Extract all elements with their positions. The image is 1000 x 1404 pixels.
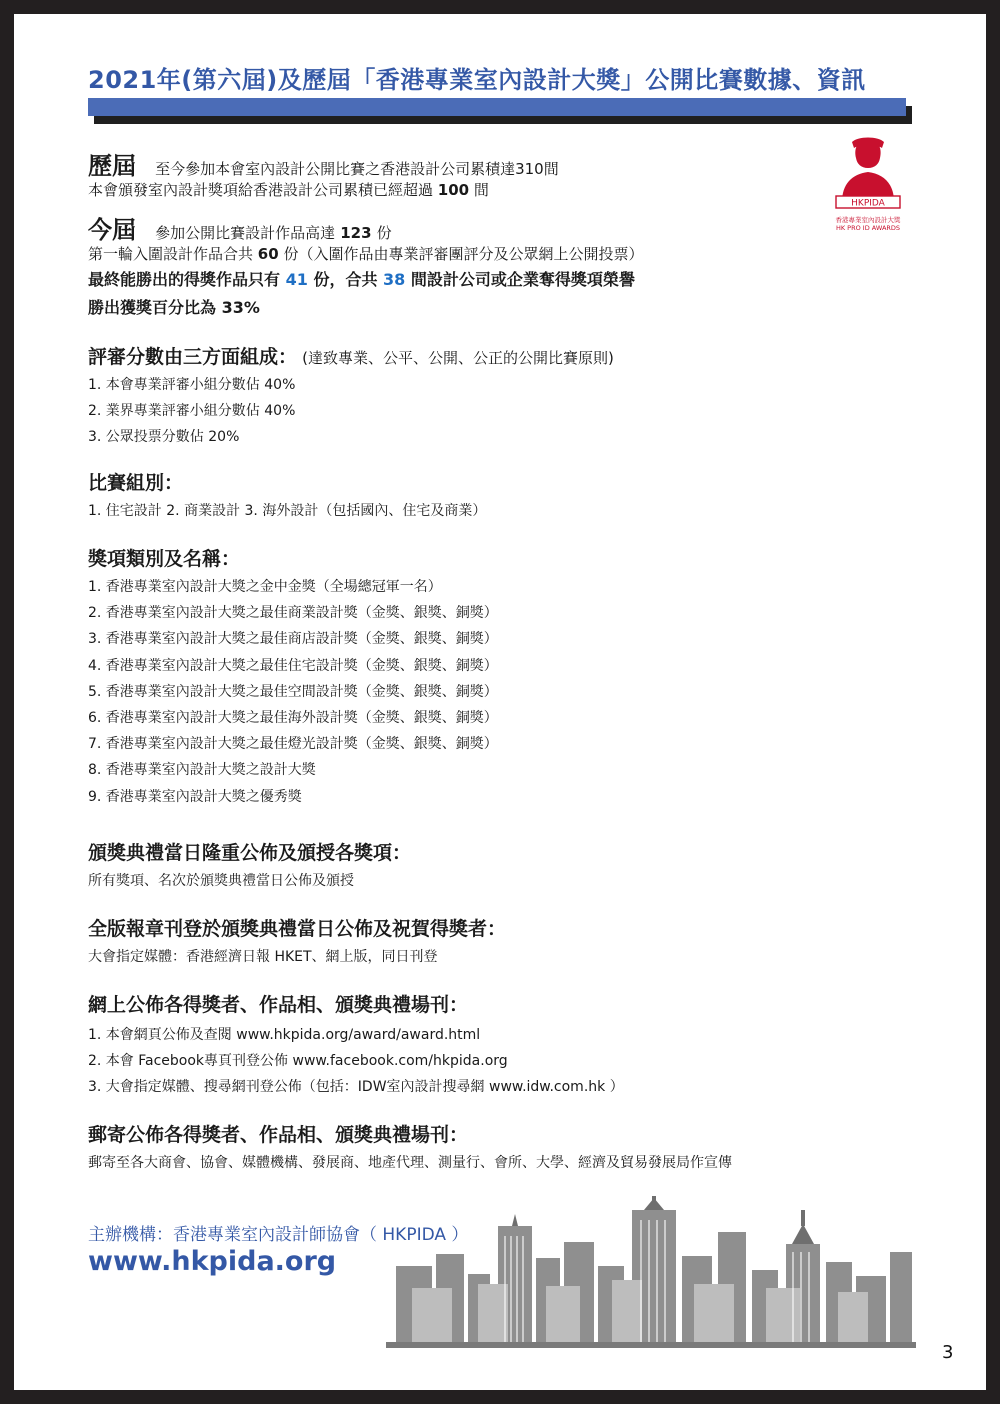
hkpida-logo — [828, 134, 908, 244]
list-item: 1. 香港專業室內設計大獎之金中金獎（全場總冠軍一名） — [88, 579, 442, 595]
list-item: 3. 大會指定媒體、搜尋網刊登公佈（包括：IDW室內設計搜尋網 www.idw.com.hk ） — [88, 1079, 624, 1096]
ceremony-line: 所有獎項、名次於頒獎典禮當日公佈及頒授 — [88, 873, 354, 889]
logo-name-en: HK PRO ID AWARDS — [835, 224, 901, 232]
history-label: 歷屆 — [88, 152, 136, 180]
list-item: 3. 公眾投票分數佔 20% — [88, 429, 240, 446]
history-line-2: 本會頒發室內設計獎項給香港設計公司累積已經超過 100 間 — [88, 181, 489, 199]
awards-list — [88, 574, 498, 810]
list-item: 5. 香港專業室內設計大獎之最佳空間設計獎（金獎、銀獎、銅獎） — [88, 683, 498, 700]
scoring-heading-row — [88, 342, 614, 372]
list-item: 9. 香港專業室內設計大獎之優秀獎 — [88, 788, 302, 805]
title-bar — [88, 98, 906, 116]
current-label: 今屆 — [88, 216, 136, 244]
current-line-2: 第一輪入圍設計作品合共 60 份（入圍作品由專業評審團評分及公眾網上公開投票） — [88, 245, 644, 263]
scoring-note: (達致專業、公平、公開、公正的公開比賽原則) — [302, 349, 614, 367]
list-item: 3. 香港專業室內設計大獎之最佳商店設計獎（金獎、銀獎、銅獎） — [88, 631, 498, 648]
scoring-heading: 評審分數由三方面組成： — [88, 346, 298, 368]
list-item: 1. 本會專業評審小組分數佔 40% — [88, 377, 296, 393]
categories-heading: 比賽組別： — [88, 472, 184, 494]
history-text-1: 至今參加本會室內設計公開比賽之香港設計公司累積達310間 — [155, 160, 559, 178]
mail-heading: 郵寄公佈各得獎者、作品相、頒獎典禮場刊： — [88, 1124, 469, 1146]
page-title: 2021年(第六屆)及歷屆「香港專業室內設計大獎」公開比賽數據、資訊 — [88, 66, 866, 94]
document-page — [14, 14, 986, 1390]
history-line-1 — [88, 146, 559, 181]
newspaper-heading: 全版報章刊登於頒獎典禮當日公佈及祝賀得獎者： — [88, 918, 507, 940]
list-item: 2. 業界專業評審小組分數佔 40% — [88, 403, 296, 420]
list-item: 1. 本會網頁公佈及查閱 www.hkpida.org/award/award.html — [88, 1027, 481, 1043]
current-line-4: 勝出獲獎百分比為 33% — [88, 298, 260, 317]
list-item: 4. 香港專業室內設計大獎之最佳住宅設計獎（金獎、銀獎、銅獎） — [88, 657, 498, 674]
ceremony-heading: 頒獎典禮當日隆重公佈及頒授各獎項： — [88, 842, 412, 864]
scoring-list — [88, 372, 295, 451]
list-item: 2. 本會 Facebook專頁刊登公佈 www.facebook.com/hkpida.org — [88, 1053, 508, 1070]
page-number: 3 — [942, 1342, 954, 1363]
website-url: www.hkpida.org — [88, 1246, 337, 1277]
current-line-3: 最終能勝出的得獎作品只有 41 份，合共 38 間設計公司或企業奪得獎項榮譽 — [88, 270, 635, 289]
logo-brand: HKPIDA — [851, 198, 885, 209]
list-item: 7. 香港專業室內設計大獎之最佳燈光設計獎（金獎、銀獎、銅獎） — [88, 736, 498, 753]
mail-line: 郵寄至各大商會、協會、媒體機構、發展商、地產代理、測量行、會所、大學、經濟及貿易發展局作宣傳 — [88, 1155, 732, 1171]
categories-line: 1. 住宅設計 2. 商業設計 3. 海外設計（包括國內、住宅及商業） — [88, 503, 487, 519]
organizer-text: 主辦機構：香港專業室內設計師協會（ HKPIDA ） — [88, 1225, 469, 1245]
logo-name-zh: 香港專業室內設計大獎 — [835, 216, 901, 224]
online-list — [88, 1022, 624, 1101]
logo-figure-icon — [828, 134, 908, 212]
awards-heading: 獎項類別及名稱： — [88, 548, 241, 570]
city-skyline-illustration — [386, 1196, 916, 1348]
list-item: 8. 香港專業室內設計大獎之設計大獎 — [88, 762, 316, 779]
newspaper-line: 大會指定媒體：香港經濟日報 HKET、網上版，同日刊登 — [88, 949, 438, 965]
list-item: 2. 香港專業室內設計大獎之最佳商業設計獎（金獎、銀獎、銅獎） — [88, 605, 498, 622]
list-item: 6. 香港專業室內設計大獎之最佳海外設計獎（金獎、銀獎、銅獎） — [88, 710, 498, 727]
online-heading: 網上公佈各得獎者、作品相、頒獎典禮場刊： — [88, 994, 469, 1016]
current-line-1: 今屆 參加公開比賽設計作品高達 123 份 — [88, 216, 392, 244]
